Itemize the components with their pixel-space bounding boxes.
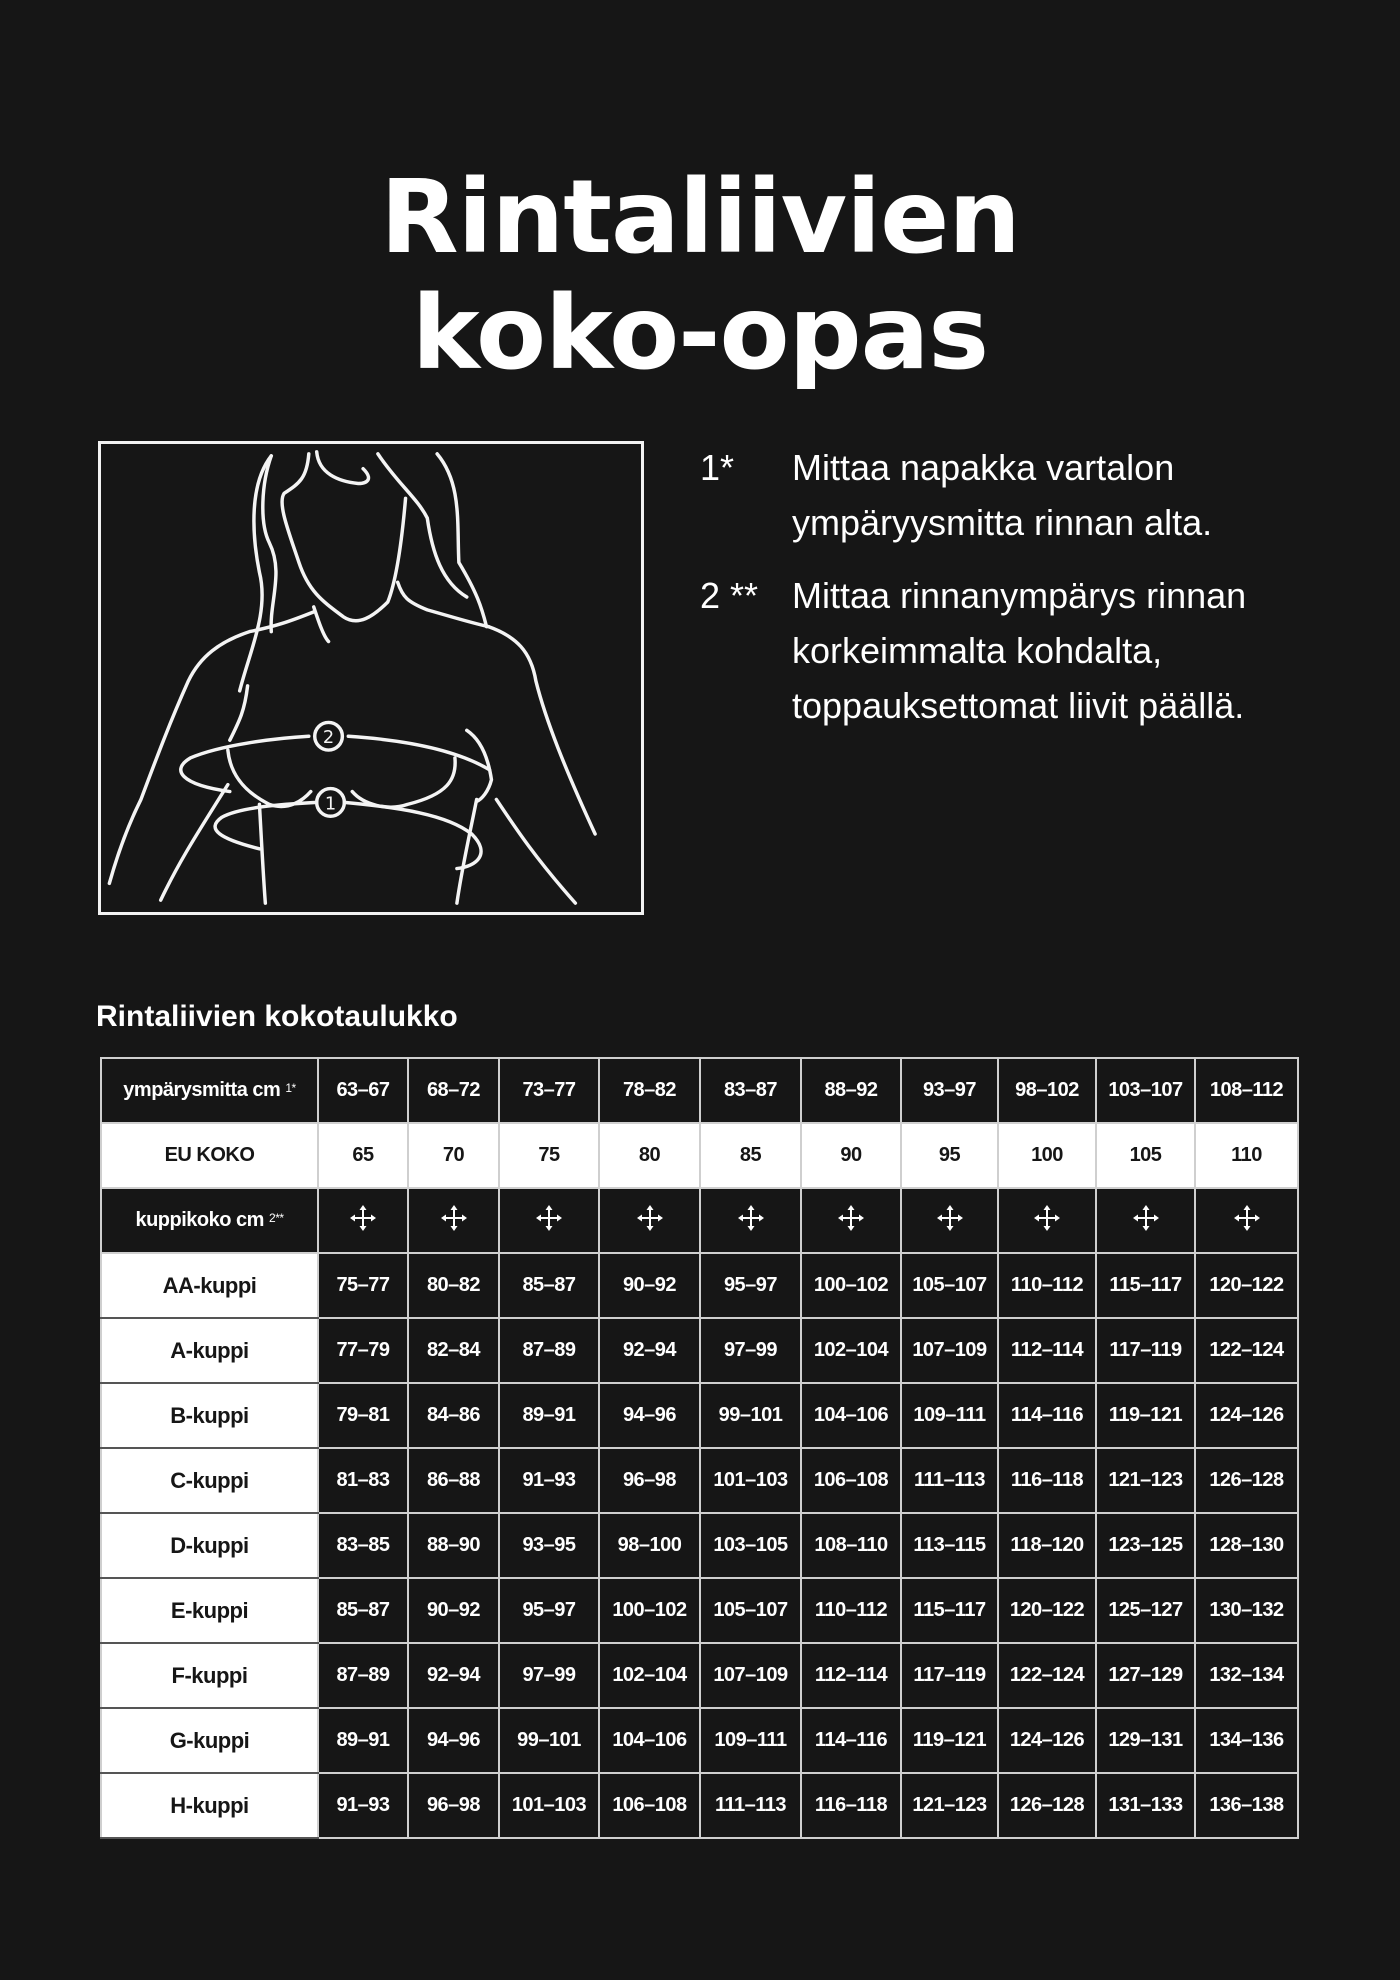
svg-text:2: 2 bbox=[322, 728, 335, 749]
bust-range-cell: 87–89 bbox=[499, 1318, 599, 1383]
bust-range-cell: 124–126 bbox=[1195, 1383, 1298, 1448]
underbust-cell: 88–92 bbox=[801, 1058, 901, 1123]
bust-range-cell: 111–113 bbox=[700, 1773, 801, 1838]
bust-range-cell: 92–94 bbox=[408, 1643, 499, 1708]
eu-size-cell: 110 bbox=[1195, 1123, 1298, 1188]
bust-range-cell: 110–112 bbox=[998, 1253, 1096, 1318]
bust-range-cell: 82–84 bbox=[408, 1318, 499, 1383]
bust-range-cell: 97–99 bbox=[700, 1318, 801, 1383]
underbust-cell: 63–67 bbox=[318, 1058, 408, 1123]
table-row bbox=[101, 1578, 1298, 1643]
bust-range-cell: 126–128 bbox=[1195, 1448, 1298, 1513]
bust-range-cell: 129–131 bbox=[1096, 1708, 1195, 1773]
move-arrows-icon bbox=[349, 1204, 377, 1232]
cup-size-label bbox=[101, 1188, 318, 1253]
underbust-cell: 108–112 bbox=[1195, 1058, 1298, 1123]
move-arrows-icon bbox=[837, 1204, 865, 1232]
eu-size-cell: 75 bbox=[499, 1123, 599, 1188]
eu-size-cell: 85 bbox=[700, 1123, 801, 1188]
bust-range-cell: 100–102 bbox=[599, 1578, 700, 1643]
bust-range-cell: 113–115 bbox=[901, 1513, 998, 1578]
bust-range-cell: 85–87 bbox=[499, 1253, 599, 1318]
bust-range-cell: 108–110 bbox=[801, 1513, 901, 1578]
bust-range-cell: 99–101 bbox=[499, 1708, 599, 1773]
table-row bbox=[101, 1318, 1298, 1383]
cup-label: A-kuppi bbox=[101, 1318, 318, 1383]
bust-range-cell: 101–103 bbox=[499, 1773, 599, 1838]
bust-range-cell: 105–107 bbox=[700, 1578, 801, 1643]
cup-label: D-kuppi bbox=[101, 1513, 318, 1578]
bust-range-cell: 89–91 bbox=[318, 1708, 408, 1773]
bust-range-cell: 111–113 bbox=[901, 1448, 998, 1513]
underbust-label-text: ympärysmitta cm bbox=[123, 1079, 281, 1101]
bust-range-cell: 100–102 bbox=[801, 1253, 901, 1318]
bust-range-cell: 126–128 bbox=[998, 1773, 1096, 1838]
table-row bbox=[101, 1383, 1298, 1448]
bust-range-cell: 122–124 bbox=[998, 1643, 1096, 1708]
bust-range-cell: 119–121 bbox=[901, 1708, 998, 1773]
bust-range-cell: 121–123 bbox=[901, 1773, 998, 1838]
bust-range-cell: 107–109 bbox=[700, 1643, 801, 1708]
bust-range-cell: 90–92 bbox=[599, 1253, 700, 1318]
underbust-label bbox=[101, 1058, 318, 1123]
cup-icon-cell bbox=[499, 1188, 599, 1253]
bust-range-cell: 121–123 bbox=[1096, 1448, 1195, 1513]
bust-range-cell: 88–90 bbox=[408, 1513, 499, 1578]
eu-size-cell: 100 bbox=[998, 1123, 1096, 1188]
bust-range-cell: 96–98 bbox=[599, 1448, 700, 1513]
move-arrows-icon bbox=[737, 1204, 765, 1232]
bust-range-cell: 116–118 bbox=[801, 1773, 901, 1838]
bust-range-cell: 109–111 bbox=[700, 1708, 801, 1773]
bust-range-cell: 107–109 bbox=[901, 1318, 998, 1383]
underbust-cell: 98–102 bbox=[998, 1058, 1096, 1123]
underbust-cell: 68–72 bbox=[408, 1058, 499, 1123]
table-row-underbust bbox=[101, 1058, 1298, 1123]
bust-range-cell: 105–107 bbox=[901, 1253, 998, 1318]
bust-range-cell: 114–116 bbox=[801, 1708, 901, 1773]
move-arrows-icon bbox=[1132, 1204, 1160, 1232]
underbust-cell: 83–87 bbox=[700, 1058, 801, 1123]
bust-range-cell: 130–132 bbox=[1195, 1578, 1298, 1643]
bust-range-cell: 128–130 bbox=[1195, 1513, 1298, 1578]
bust-range-cell: 115–117 bbox=[901, 1578, 998, 1643]
step-1 bbox=[700, 440, 1340, 550]
bust-range-cell: 102–104 bbox=[599, 1643, 700, 1708]
move-arrows-icon bbox=[1233, 1204, 1261, 1232]
cup-icon-cell bbox=[998, 1188, 1096, 1253]
bust-range-cell: 122–124 bbox=[1195, 1318, 1298, 1383]
bust-range-cell: 117–119 bbox=[901, 1643, 998, 1708]
bust-range-cell: 112–114 bbox=[801, 1643, 901, 1708]
bust-range-cell: 95–97 bbox=[700, 1253, 801, 1318]
table-row bbox=[101, 1448, 1298, 1513]
eu-size-cell: 65 bbox=[318, 1123, 408, 1188]
move-arrows-icon bbox=[535, 1204, 563, 1232]
bust-range-cell: 120–122 bbox=[998, 1578, 1096, 1643]
bust-range-cell: 90–92 bbox=[408, 1578, 499, 1643]
eu-size-cell: 90 bbox=[801, 1123, 901, 1188]
move-arrows-icon bbox=[440, 1204, 468, 1232]
title-line-2: koko-opas bbox=[411, 274, 989, 394]
bust-range-cell: 112–114 bbox=[998, 1318, 1096, 1383]
table-row-cup-header bbox=[101, 1188, 1298, 1253]
underbust-cell: 103–107 bbox=[1096, 1058, 1195, 1123]
bust-range-cell: 103–105 bbox=[700, 1513, 801, 1578]
table-row bbox=[101, 1708, 1298, 1773]
cup-label: H-kuppi bbox=[101, 1773, 318, 1838]
underbust-cell: 73–77 bbox=[499, 1058, 599, 1123]
bust-range-cell: 136–138 bbox=[1195, 1773, 1298, 1838]
table-row bbox=[101, 1773, 1298, 1838]
underbust-cell: 93–97 bbox=[901, 1058, 998, 1123]
table-row bbox=[101, 1253, 1298, 1318]
bust-range-cell: 77–79 bbox=[318, 1318, 408, 1383]
bust-range-cell: 75–77 bbox=[318, 1253, 408, 1318]
bust-range-cell: 120–122 bbox=[1195, 1253, 1298, 1318]
cup-label: F-kuppi bbox=[101, 1643, 318, 1708]
cup-icon-cell bbox=[408, 1188, 499, 1253]
bust-range-cell: 132–134 bbox=[1195, 1643, 1298, 1708]
step-text: Mittaa rinnanympärys rinnan korkeimmalta kohdalta, toppauksettomat liivit päällä. bbox=[792, 575, 1247, 726]
bust-range-cell: 110–112 bbox=[801, 1578, 901, 1643]
step-number: 1* bbox=[700, 447, 735, 488]
bust-range-cell: 89–91 bbox=[499, 1383, 599, 1448]
title-line-1: Rintaliivien bbox=[380, 158, 1020, 278]
bust-range-cell: 94–96 bbox=[599, 1383, 700, 1448]
table-title: Rintaliivien kokotaulukko bbox=[96, 1000, 458, 1033]
bust-range-cell: 91–93 bbox=[499, 1448, 599, 1513]
eu-size-cell: 105 bbox=[1096, 1123, 1195, 1188]
cup-icon-cell bbox=[700, 1188, 801, 1253]
measurement-instructions bbox=[700, 440, 1340, 751]
step-2 bbox=[700, 568, 1340, 733]
cup-label-text: kuppikoko cm bbox=[135, 1209, 264, 1231]
cup-label: C-kuppi bbox=[101, 1448, 318, 1513]
cup-label: B-kuppi bbox=[101, 1383, 318, 1448]
footnote-marker: 1* bbox=[285, 1081, 296, 1095]
bust-range-cell: 124–126 bbox=[998, 1708, 1096, 1773]
size-table bbox=[100, 1057, 1299, 1839]
cup-icon-cell bbox=[318, 1188, 408, 1253]
bust-range-cell: 96–98 bbox=[408, 1773, 499, 1838]
cup-icon-cell bbox=[599, 1188, 700, 1253]
bust-range-cell: 125–127 bbox=[1096, 1578, 1195, 1643]
cup-icon-cell bbox=[801, 1188, 901, 1253]
underbust-cell: 78–82 bbox=[599, 1058, 700, 1123]
bust-range-cell: 101–103 bbox=[700, 1448, 801, 1513]
bust-range-cell: 79–81 bbox=[318, 1383, 408, 1448]
eu-size-cell: 95 bbox=[901, 1123, 998, 1188]
bust-range-cell: 95–97 bbox=[499, 1578, 599, 1643]
bust-range-cell: 87–89 bbox=[318, 1643, 408, 1708]
bust-range-cell: 102–104 bbox=[801, 1318, 901, 1383]
bust-range-cell: 104–106 bbox=[801, 1383, 901, 1448]
torso-measurement-icon bbox=[101, 444, 641, 912]
bust-range-cell: 134–136 bbox=[1195, 1708, 1298, 1773]
bust-range-cell: 104–106 bbox=[599, 1708, 700, 1773]
bust-range-cell: 83–85 bbox=[318, 1513, 408, 1578]
measurement-illustration bbox=[98, 441, 644, 915]
cup-label: G-kuppi bbox=[101, 1708, 318, 1773]
table-row-eu-size bbox=[101, 1123, 1298, 1188]
bust-range-cell: 80–82 bbox=[408, 1253, 499, 1318]
move-arrows-icon bbox=[1033, 1204, 1061, 1232]
table-row bbox=[101, 1643, 1298, 1708]
table-row bbox=[101, 1513, 1298, 1578]
bust-range-cell: 93–95 bbox=[499, 1513, 599, 1578]
cup-icon-cell bbox=[1096, 1188, 1195, 1253]
cup-icon-cell bbox=[901, 1188, 998, 1253]
bust-range-cell: 94–96 bbox=[408, 1708, 499, 1773]
bust-range-cell: 85–87 bbox=[318, 1578, 408, 1643]
eu-size-cell: 80 bbox=[599, 1123, 700, 1188]
step-number: 2 ** bbox=[700, 575, 759, 616]
bust-range-cell: 84–86 bbox=[408, 1383, 499, 1448]
cup-icon-cell bbox=[1195, 1188, 1298, 1253]
bust-range-cell: 114–116 bbox=[998, 1383, 1096, 1448]
svg-text:1: 1 bbox=[324, 794, 337, 815]
bust-range-cell: 109–111 bbox=[901, 1383, 998, 1448]
bust-range-cell: 119–121 bbox=[1096, 1383, 1195, 1448]
bust-range-cell: 106–108 bbox=[599, 1773, 700, 1838]
bust-range-cell: 127–129 bbox=[1096, 1643, 1195, 1708]
move-arrows-icon bbox=[636, 1204, 664, 1232]
bust-range-cell: 81–83 bbox=[318, 1448, 408, 1513]
bust-range-cell: 116–118 bbox=[998, 1448, 1096, 1513]
bust-range-cell: 99–101 bbox=[700, 1383, 801, 1448]
bust-range-cell: 118–120 bbox=[998, 1513, 1096, 1578]
bust-range-cell: 123–125 bbox=[1096, 1513, 1195, 1578]
move-arrows-icon bbox=[936, 1204, 964, 1232]
bust-range-cell: 98–100 bbox=[599, 1513, 700, 1578]
eu-size-label: EU KOKO bbox=[101, 1123, 318, 1188]
bust-range-cell: 131–133 bbox=[1096, 1773, 1195, 1838]
bust-range-cell: 86–88 bbox=[408, 1448, 499, 1513]
cup-label: E-kuppi bbox=[101, 1578, 318, 1643]
step-text: Mittaa napakka vartalon ympäryysmitta rinnan alta. bbox=[792, 447, 1213, 543]
cup-label: AA-kuppi bbox=[101, 1253, 318, 1318]
bust-range-cell: 92–94 bbox=[599, 1318, 700, 1383]
eu-size-cell: 70 bbox=[408, 1123, 499, 1188]
bust-range-cell: 117–119 bbox=[1096, 1318, 1195, 1383]
bust-range-cell: 115–117 bbox=[1096, 1253, 1195, 1318]
bust-range-cell: 91–93 bbox=[318, 1773, 408, 1838]
bust-range-cell: 106–108 bbox=[801, 1448, 901, 1513]
page-title bbox=[0, 160, 1400, 392]
footnote-marker: 2** bbox=[269, 1211, 284, 1225]
bust-range-cell: 97–99 bbox=[499, 1643, 599, 1708]
